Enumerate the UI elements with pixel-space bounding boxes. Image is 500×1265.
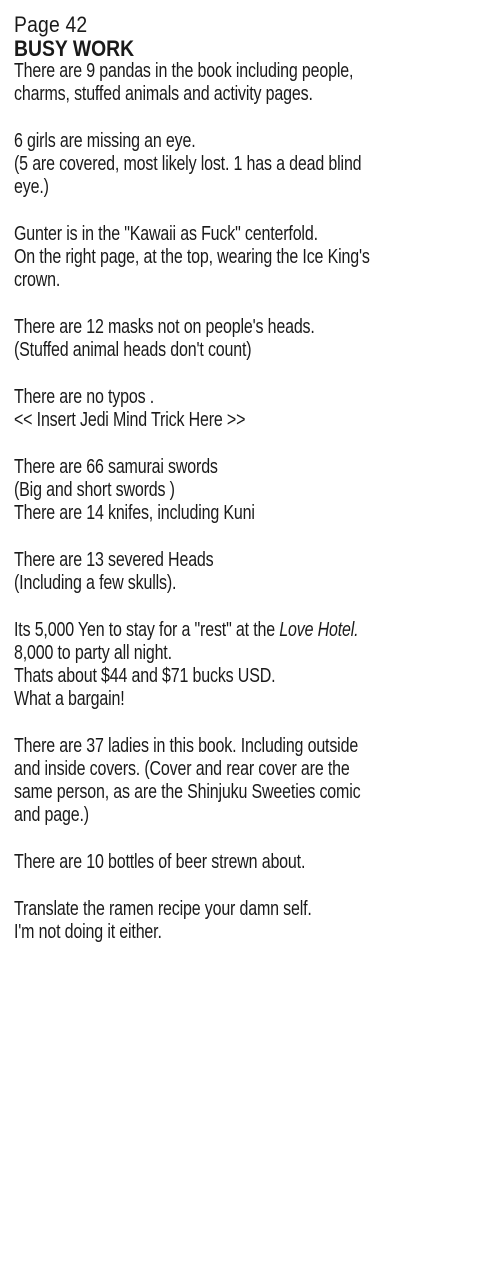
paragraph-ladies: [14, 735, 494, 827]
page-number: Page 42: [14, 12, 88, 37]
text-line: (Stuffed animal heads don't count): [14, 339, 252, 361]
text-line: << Insert Jedi Mind Trick Here >>: [14, 409, 246, 431]
paragraph-missing-eye: [14, 130, 494, 199]
text-line: and page.): [14, 804, 89, 826]
text-line: Translate the ramen recipe your damn self.: [14, 898, 312, 920]
text-line: There are 66 samurai swords: [14, 456, 218, 478]
text-line: I'm not doing it either.: [14, 921, 162, 943]
text-line: charms, stuffed animals and activity pages.: [14, 83, 313, 105]
text-line: crown.: [14, 269, 61, 291]
text-line: There are 9 pandas in the book including people,: [14, 60, 354, 82]
text-line: (Including a few skulls).: [14, 572, 177, 594]
love-hotel-prefix: Its 5,000 Yen to stay for a "rest" at the: [14, 619, 280, 641]
text-line: same person, as are the Shinjuku Sweeties comic: [14, 781, 361, 803]
text-line: There are 10 bottles of beer strewn about.: [14, 851, 306, 873]
text-line-love-hotel: [14, 619, 398, 642]
document-page: [14, 12, 494, 968]
text-line: There are no typos .: [14, 386, 154, 408]
text-line: (Big and short swords ): [14, 479, 175, 501]
paragraph-beer: [14, 851, 494, 874]
text-line: There are 13 severed Heads: [14, 549, 214, 571]
text-line: On the right page, at the top, wearing the Ice King's: [14, 246, 370, 268]
text-line: eye.): [14, 176, 49, 198]
paragraph-typos: [14, 386, 494, 432]
paragraph-pandas: [14, 60, 494, 106]
paragraph-ramen: [14, 898, 494, 944]
text-line: 8,000 to party all night.: [14, 642, 172, 664]
paragraph-masks: [14, 316, 494, 362]
page-heading: BUSY WORK: [14, 36, 135, 61]
text-line: 6 girls are missing an eye.: [14, 130, 196, 152]
text-line: There are 37 ladies in this book. Including outside: [14, 735, 359, 757]
text-line: There are 12 masks not on people's heads.: [14, 316, 315, 338]
text-line: Thats about $44 and $71 bucks USD.: [14, 665, 276, 687]
text-line: and inside covers. (Cover and rear cover are the: [14, 758, 350, 780]
paragraph-severed-heads: [14, 549, 494, 595]
text-line: What a bargain!: [14, 688, 125, 710]
text-line: (5 are covered, most likely lost. 1 has a dead blind: [14, 153, 362, 175]
text-line: Gunter is in the "Kawaii as Fuck" centerfold.: [14, 223, 318, 245]
paragraph-love-hotel: [14, 619, 494, 711]
text-line: There are 14 knifes, including Kuni: [14, 502, 255, 524]
paragraph-swords: [14, 456, 494, 525]
paragraph-gunter: [14, 223, 494, 292]
love-hotel-name: Love Hotel.: [279, 619, 359, 641]
